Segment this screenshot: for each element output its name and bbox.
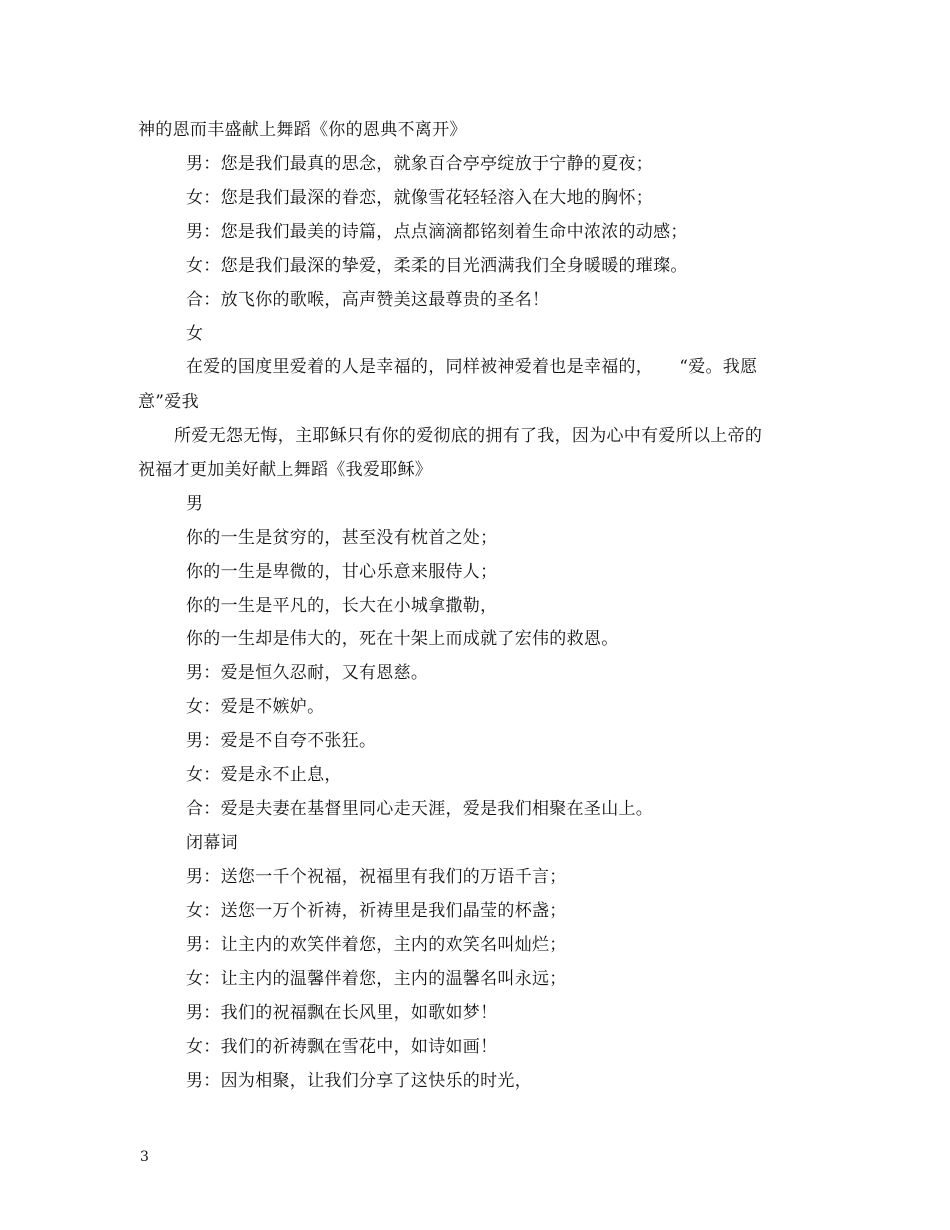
- text-line: 合：爱是夫妻在基督里同心走天涯，爱是我们相聚在圣山上。: [186, 799, 654, 819]
- text-line: 男：让主内的欢笑伴着您，主内的欢笑名叫灿烂；: [186, 935, 567, 955]
- text-line: 男：送您一千个祝福，祝福里有我们的万语千言；: [186, 867, 567, 887]
- text-line: 男：我们的祝福飘在长风里，如歌如梦！: [186, 1003, 498, 1023]
- text-line: 女：爱是不嫉妒。: [186, 697, 325, 717]
- text-line: 男: [186, 494, 204, 514]
- text-line: 女：送您一万个祈祷，祈祷里是我们晶莹的杯盏；: [186, 901, 567, 921]
- text-line: 你的一生是平凡的，长大在小城拿撒勒，: [186, 596, 498, 616]
- text-line: 意”爱我: [138, 392, 199, 412]
- text-line: 闭幕词: [186, 833, 238, 853]
- text-line: 男：您是我们最美的诗篇，点点滴滴都铭刻着生命中浓浓的动感；: [186, 222, 688, 242]
- text-line: 男：因为相聚，让我们分享了这快乐的时光，: [186, 1071, 532, 1091]
- text-line: 祝福才更加美好献上舞蹈《我爱耶稣》: [138, 460, 433, 480]
- text-line: 女：您是我们最深的眷恋，就像雪花轻轻溶入在大地的胸怀；: [186, 188, 654, 208]
- text-line: 在爱的国度里爱着的人是幸福的，同样被神爱着也是幸福的， “爱。我愿: [186, 357, 758, 377]
- text-line: 所爱无怨无悔，主耶稣只有你的爱彻底的拥有了我，因为心中有爱所以上帝的: [174, 426, 763, 446]
- text-line: 男：爱是恒久忍耐，又有恩慈。: [186, 663, 429, 683]
- text-line: 男：您是我们最真的思念，就象百合亭亭绽放于宁静的夏夜；: [186, 154, 654, 174]
- text-line: 神的恩而丰盛献上舞蹈《你的恩典不离开》: [138, 120, 467, 140]
- text-line: 女：我们的祈祷飘在雪花中，如诗如画！: [186, 1037, 498, 1057]
- text-line: 女：让主内的温馨伴着您，主内的温馨名叫永远；: [186, 969, 567, 989]
- text-line: 男：爱是不自夸不张狂。: [186, 731, 377, 751]
- text-line: 女: [186, 324, 204, 344]
- page-number: 3: [140, 1149, 149, 1165]
- text-line: 女：爱是永不止息，: [186, 765, 342, 785]
- text-line: 你的一生却是伟大的，死在十架上而成就了宏伟的救恩。: [186, 629, 619, 649]
- text-line: 你的一生是卑微的，甘心乐意来服侍人；: [186, 562, 498, 582]
- text-line: 你的一生是贫穷的，甚至没有枕首之处；: [186, 528, 498, 548]
- text-line: 合：放飞你的歌喉，高声赞美这最尊贵的圣名！: [186, 290, 550, 310]
- text-line: 女：您是我们最深的挚爱，柔柔的目光洒满我们全身暖暖的璀璨。: [186, 256, 688, 276]
